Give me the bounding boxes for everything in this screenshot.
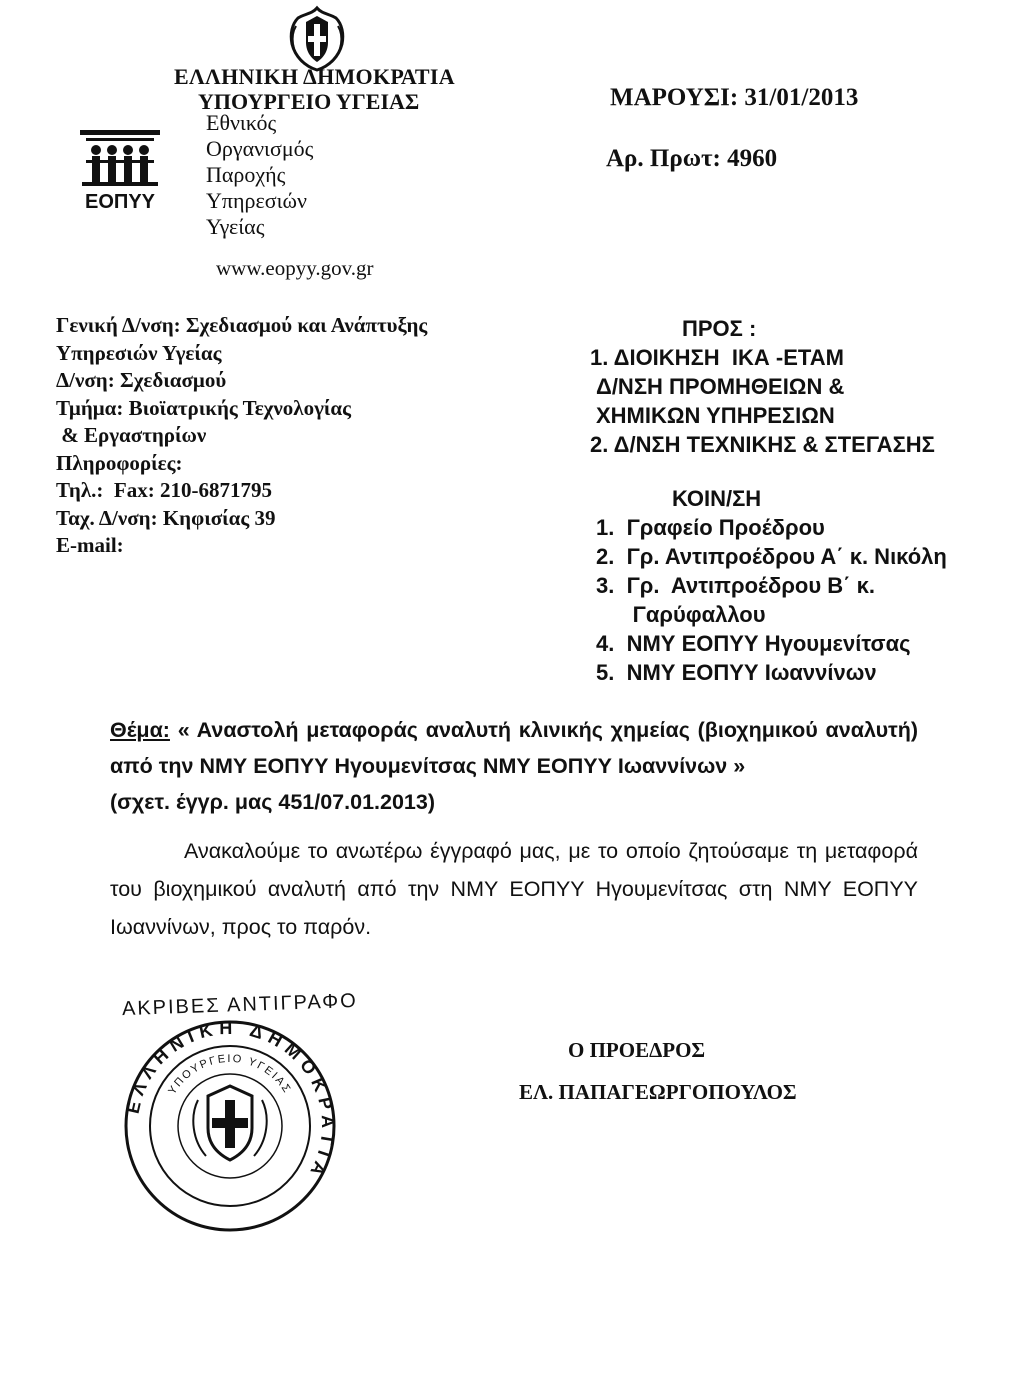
sender-details — [56, 312, 427, 560]
to-line: 2. Δ/ΝΣΗ ΤΕΧΝΙΚΗΣ & ΣΤΕΓΑΣΗΣ — [590, 432, 935, 457]
to-line: Δ/ΝΣΗ ΠΡΟΜΗΘΕΙΩΝ & — [596, 374, 845, 399]
to-line: 1. ΔΙΟΙΚΗΣΗ ΙΚΑ -ΕΤΑΜ — [590, 345, 844, 370]
signatory-title: Ο ΠΡΟΕΔΡΟΣ — [568, 1038, 706, 1062]
sender-line: Πληροφορίες: — [56, 450, 183, 475]
eopyy-logo-icon — [74, 124, 166, 214]
sender-line: & Εργαστηρίων — [56, 423, 207, 447]
org-line: Υγείας — [206, 214, 265, 239]
stamp-outer-text: ΕΛΛΗΝΙΚΗ ΔΗΜΟΚΡΑΤΙΑ — [122, 1017, 339, 1185]
subject-label: Θέμα: — [110, 718, 170, 742]
subject-block — [110, 712, 918, 820]
to-line: ΧΗΜΙΚΩΝ ΥΠΗΡΕΣΙΩΝ — [596, 403, 835, 428]
cc-line: 2. Γρ. Αντιπροέδρου Α΄ κ. Νικόλη — [596, 544, 947, 569]
sender-line: Υπηρεσιών Υγείας — [56, 340, 222, 365]
letter-body — [110, 832, 918, 946]
official-stamp-icon — [120, 1016, 340, 1236]
website-link[interactable]: www.eopyy.gov.gr — [216, 256, 374, 280]
cc-line: 1. Γραφείο Προέδρου — [596, 515, 825, 540]
sender-line: E-mail: — [56, 533, 124, 557]
sender-line: Δ/νση: Σχεδιασμού — [56, 368, 227, 392]
sender-line: Γενική Δ/νση: Σχεδιασμού και Ανάπτυξης — [56, 313, 428, 337]
signatory-name: ΕΛ. ΠΑΠΑΓΕΩΡΓΟΠΟΥΛΟΣ — [519, 1080, 797, 1104]
date-line: ΜΑΡΟΥΣΙ: 31/01/2013 — [610, 84, 859, 111]
sender-line: Τηλ.: Fax: 210-6871795 — [56, 478, 272, 502]
subject-text: « Αναστολή μεταφοράς αναλυτή κλινικής χημείας (βιοχημικού αναλυτή) από την ΝΜΥ ΕΟΠΥΥ Ηγουμενίτσας ΝΜΥ ΕΟΠΥΥ Ιωαννίνων » — [110, 718, 918, 778]
protocol-number: Αρ. Πρωτ: 4960 — [606, 145, 778, 172]
cc-line: Γαρύφαλλου — [596, 602, 766, 627]
sender-line: Τμήμα: Βιοϊατρικής Τεχνολογίας — [56, 395, 351, 420]
logo-text: ΕΟΠΥΥ — [84, 191, 156, 213]
cc-line: 4. ΝΜΥ ΕΟΠΥΥ Ηγουμενίτσας — [596, 631, 911, 656]
ministry-heading: ΥΠΟΥΡΓΕΙΟ ΥΓΕΙΑΣ — [198, 89, 420, 114]
cc-line: 5. ΝΜΥ ΕΟΠΥΥ Ιωαννίνων — [596, 660, 877, 685]
organization-name — [206, 110, 313, 240]
org-line: Παροχής — [206, 162, 286, 187]
org-line: Εθνικός — [206, 110, 277, 135]
subject-reference: (σχετ. έγγρ. μας 451/07.01.2013) — [110, 790, 435, 814]
org-line: Οργανισμός — [206, 136, 314, 161]
org-line: Υπηρεσιών — [206, 188, 307, 213]
cc-line: 3. Γρ. Αντιπροέδρου Β΄ κ. — [596, 573, 875, 598]
handwritten-note: ΑΚΡΙΒΕΣ ΑΝΤΙΓΡΑΦΟ — [121, 989, 359, 1021]
sender-line: Ταχ. Δ/νση: Κηφισίας 39 — [56, 505, 276, 530]
recipients-cc — [596, 484, 947, 687]
republic-heading: ΕΛΛΗΝΙΚΗ ΔΗΜΟΚΡΑΤΙΑ — [174, 64, 455, 89]
cc-heading: ΚΟΙΝ/ΣΗ — [672, 486, 762, 511]
to-heading: ΠΡΟΣ : — [682, 316, 757, 341]
recipients-to — [590, 314, 935, 459]
stamp-inner-text: ΥΠΟΥΡΓΕΙΟ ΥΓΕΙΑΣ — [166, 1052, 294, 1097]
body-paragraph: Ανακαλούμε το ανωτέρω έγγραφό μας, με το οποίο ζητούσαμε τη μεταφορά του βιοχημικού αναλυτή από την ΝΜΥ ΕΟΠΥΥ Ηγουμενίτσας στη ΝΜΥ ΕΟΠΥΥ Ιωαννίνων, προς το παρόν. — [110, 839, 918, 939]
